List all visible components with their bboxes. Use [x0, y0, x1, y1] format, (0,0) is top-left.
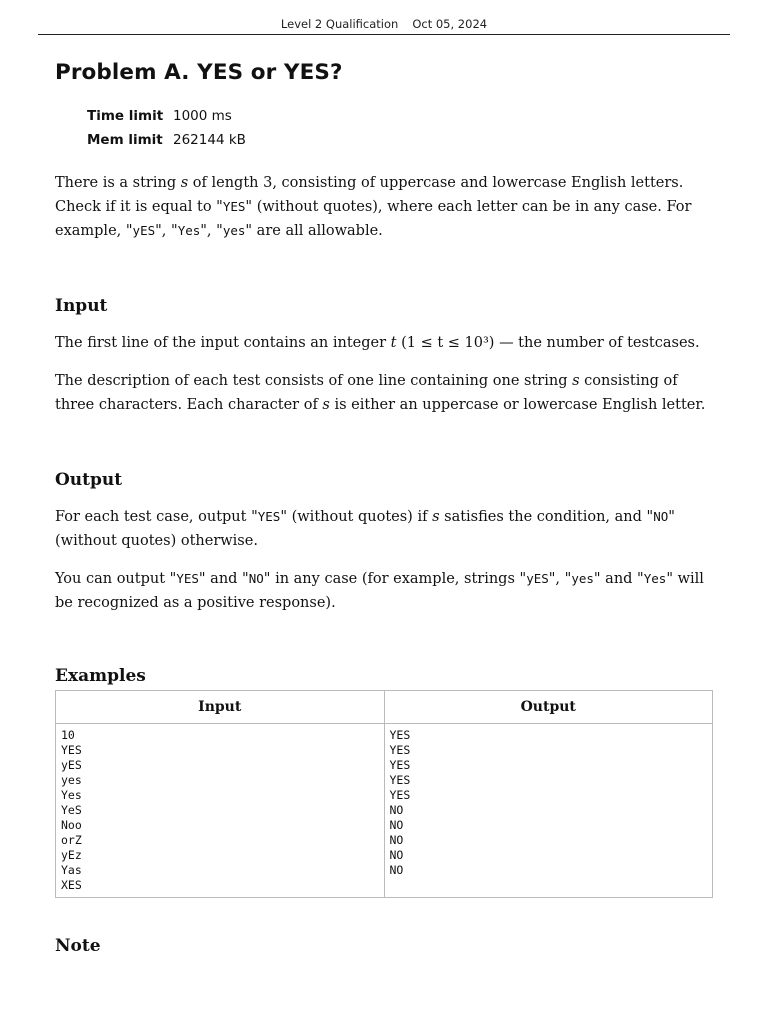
example-input-cell [56, 724, 385, 898]
math-var: s [572, 373, 580, 389]
examples-output-header: Output [384, 691, 713, 724]
memory-limit-label: Mem limit [87, 132, 163, 148]
input-paragraph-1 [55, 331, 713, 355]
code-literal: NO [248, 571, 264, 586]
examples-header-row [56, 691, 713, 724]
input-text: The description of each test consists of one line containing one string [55, 373, 573, 389]
examples-row [56, 724, 713, 898]
example-output-cell [384, 724, 713, 898]
input-text: is either an uppercase or lowercase English letter. [329, 397, 706, 413]
legend-text: of length 3, consisting of uppercase and lowercase English letters. Check if it is equal to " [55, 175, 684, 215]
legend-text: There is a string [55, 175, 181, 191]
running-header [38, 16, 730, 35]
code-literal: NO [653, 509, 669, 524]
problem-title: Problem A. YES or YES? [55, 60, 343, 85]
memory-limit-row [87, 128, 713, 152]
time-limit-value: 1000 ms [173, 108, 232, 124]
math-var: s [432, 509, 440, 525]
input-text: — the number of testcases. [494, 335, 700, 351]
output-heading: Output [55, 470, 123, 490]
math-var: s [322, 397, 330, 413]
math-constraint: (1 ≤ t ≤ 10³) [396, 335, 495, 351]
contest-name: Level 2 Qualification [280, 17, 399, 31]
input-text: The first line of the input contains an integer [55, 335, 391, 351]
time-limit-row [87, 104, 713, 128]
contest-date: Oct 05, 2024 [412, 17, 488, 31]
code-literal: yES [526, 571, 549, 586]
output-paragraph-2 [55, 567, 713, 615]
examples-table [55, 690, 713, 898]
problem-statement [55, 58, 713, 958]
code-literal: yes [222, 223, 246, 238]
input-heading: Input [55, 296, 108, 316]
note-heading: Note [55, 936, 101, 956]
output-paragraph-1 [55, 505, 713, 553]
output-text: You can output " [55, 571, 177, 587]
output-text: " in any case (for example, strings " [263, 571, 527, 587]
output-text: " and " [198, 571, 249, 587]
code-literal: YES [257, 509, 281, 524]
output-text: ", " [548, 571, 572, 587]
legend-text: " are all allowable. [245, 223, 383, 239]
legend-text: ", " [155, 223, 178, 239]
input-paragraph-2 [55, 369, 713, 417]
math-var: t [390, 335, 397, 351]
example-output[interactable]: YES YES YES YES YES NO NO NO NO NO [389, 728, 411, 877]
examples-heading: Examples [55, 666, 146, 686]
legend-text: ", " [200, 223, 223, 239]
output-text: satisfies the condition, and " [439, 509, 654, 525]
example-input[interactable]: 10 YES yES yes Yes YeS Noo orZ yEz Yas XES [61, 728, 82, 892]
examples-input-header: Input [56, 691, 385, 724]
time-limit-label: Time limit [87, 108, 164, 124]
code-literal: Yes [177, 223, 201, 238]
code-literal: YES [222, 199, 246, 214]
memory-limit-value: 262144 kB [173, 132, 246, 148]
code-literal: yes [571, 571, 594, 586]
output-text: " will be recognized as a positive response). [55, 571, 704, 611]
legend-paragraph [55, 171, 713, 243]
output-text: " (without quotes) if [280, 509, 433, 525]
code-literal: Yes [643, 571, 667, 586]
output-text: " (without quotes) otherwise. [55, 509, 675, 549]
legend-text: " (without quotes), where each letter can be in any case. For example, " [55, 199, 692, 239]
output-text: " and " [593, 571, 644, 587]
code-literal: yES [132, 223, 156, 238]
output-text: For each test case, output " [55, 509, 258, 525]
input-text: consisting of three characters. Each character of [55, 373, 678, 413]
math-var: s [180, 175, 189, 191]
code-literal: YES [176, 571, 199, 586]
limits-block [87, 104, 713, 152]
